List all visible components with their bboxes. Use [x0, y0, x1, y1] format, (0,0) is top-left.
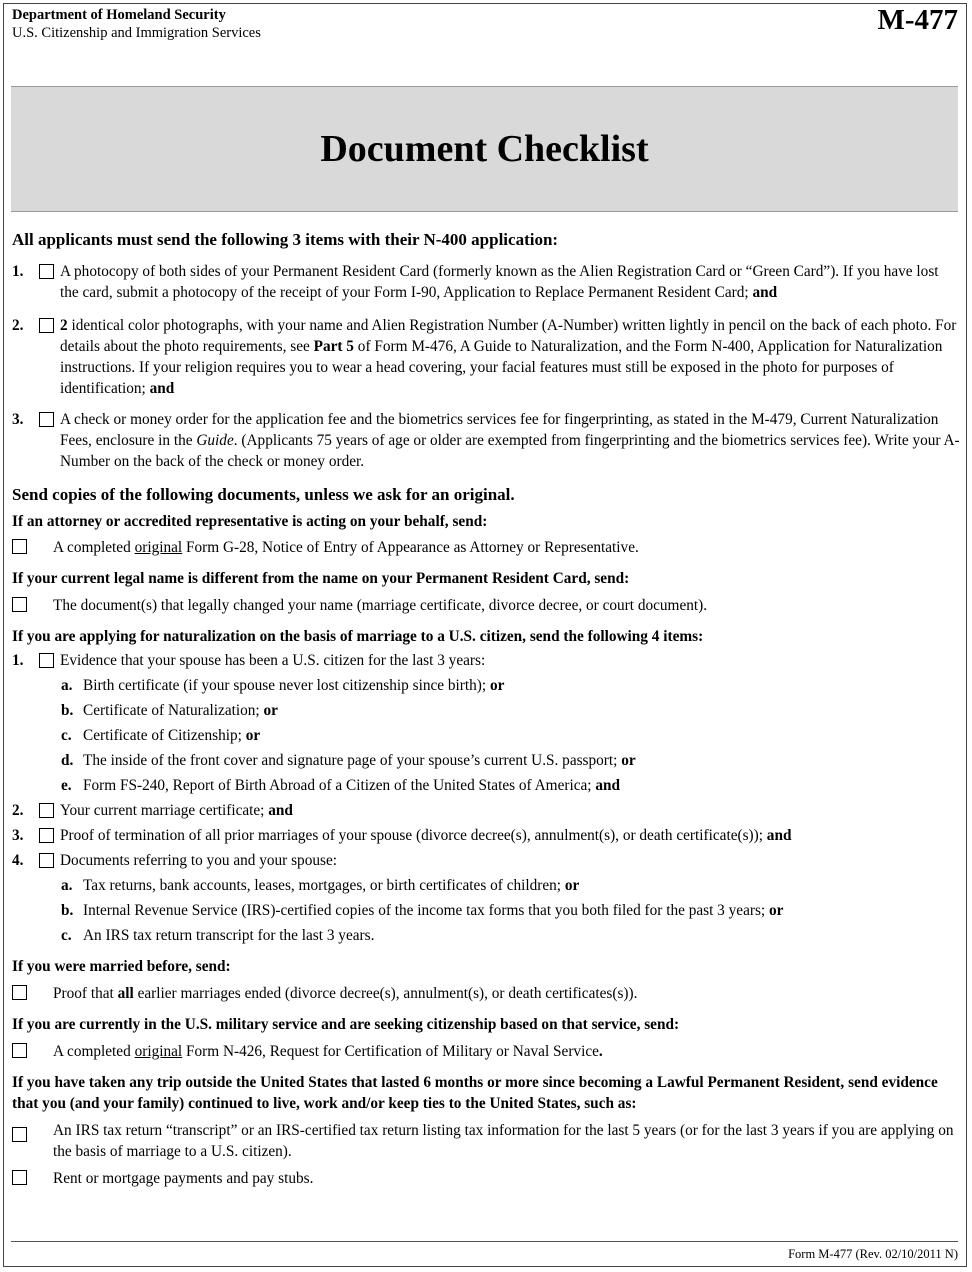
item-text: 2 identical color photographs, with your name and Alien Registration Number (A-Number) written lightly in pencil on the back of each photo. For details about the photo requirements, see Part 5 of Form M-476, A Guide to Naturalization, and the Form N-400, Application for Naturalization instructions. If your religion requires you to wear a head covering, your facial features must still be exposed in the photo for purposes of identification; and: [60, 317, 957, 397]
sub-item: d. The inside of the front cover and signature page of your spouse’s current U.S. passport; or: [61, 752, 636, 769]
married-before-heading: If you were married before, send:: [12, 958, 231, 975]
all-applicants-heading: All applicants must send the following 3 items with their N-400 application:: [12, 230, 559, 249]
sub-item: e. Form FS-240, Report of Birth Abroad of a Citizen of the United States of America; and: [61, 777, 621, 794]
agency-block: [12, 6, 261, 42]
checkbox[interactable]: [12, 1127, 27, 1142]
married-before-item: [12, 983, 960, 1004]
all-item-2: [12, 315, 960, 399]
sub-item: b. Internal Revenue Service (IRS)-certified copies of the income tax forms that you both filed for the past 3 years; or: [61, 902, 784, 919]
checkbox[interactable]: [12, 539, 27, 554]
item-text: A completed original Form G-28, Notice of Entry of Appearance as Attorney or Representative.: [53, 539, 639, 556]
item-text: The document(s) that legally changed your name (marriage certificate, divorce decree, or court document).: [53, 597, 708, 614]
sub-item: a. Birth certificate (if your spouse never lost citizenship since birth); or: [61, 677, 505, 694]
checkbox[interactable]: [39, 318, 54, 333]
checkbox[interactable]: [39, 412, 54, 427]
subagency-name: U.S. Citizenship and Immigration Services: [12, 25, 261, 41]
military-item: [12, 1041, 960, 1062]
marriage-item-1: [12, 650, 960, 671]
agency-name: Department of Homeland Security: [12, 7, 226, 23]
item-text: An IRS tax return “transcript” or an IRS-certified tax return listing tax information for the last 5 years (or for the last 3 years if you are applying on the basis of marriage to a U.S. citizen).: [53, 1122, 954, 1160]
sub-item: c. An IRS tax return transcript for the last 3 years.: [61, 927, 375, 944]
attorney-item: [12, 537, 960, 558]
name-change-heading: If your current legal name is different from the name on your Permanent Resident Card, send:: [12, 570, 630, 587]
item-number: 1.: [12, 263, 24, 280]
item-number: 3.: [12, 827, 24, 844]
checkbox[interactable]: [39, 828, 54, 843]
trips-item-1: [12, 1120, 960, 1162]
attorney-heading: If an attorney or accredited representative is acting on your behalf, send:: [12, 513, 488, 530]
item-text: Documents referring to you and your spouse:: [60, 852, 337, 869]
marriage-item-4: [12, 850, 960, 871]
sub-item: b. Certificate of Naturalization; or: [61, 702, 278, 719]
item-text: Rent or mortgage payments and pay stubs.: [53, 1170, 314, 1187]
item-text: Evidence that your spouse has been a U.S. citizen for the last 3 years:: [60, 652, 486, 669]
marriage-item-3: [12, 825, 960, 846]
item-text: Proof that all earlier marriages ended (divorce decree(s), annulment(s), or death certificates(s)).: [53, 985, 638, 1002]
checkbox[interactable]: [12, 1043, 27, 1058]
sub-item: c. Certificate of Citizenship; or: [61, 727, 261, 744]
checkbox[interactable]: [12, 1170, 27, 1185]
item-text: Your current marriage certificate; and: [60, 802, 293, 819]
checkbox[interactable]: [12, 597, 27, 612]
checkbox[interactable]: [39, 803, 54, 818]
military-heading: If you are currently in the U.S. military service and are seeking citizenship based on that service, send:: [12, 1016, 680, 1033]
checkbox[interactable]: [12, 985, 27, 1000]
form-number: M-477: [877, 4, 958, 36]
title-band: [11, 86, 958, 212]
item-text: Proof of termination of all prior marriages of your spouse (divorce decree(s), annulment(s), or death certificate(s)); and: [60, 827, 792, 844]
item-text: A check or money order for the application fee and the biometrics services fee for fingerprinting, as stated in the M-479, Current Naturalization Fees, enclosure in the Guide. (Applicants 75 years of age or older are exempted from fingerprinting and the biometrics services fee). Write your A-Number on the back of the check or money order.: [60, 411, 960, 470]
item-text: A photocopy of both sides of your Permanent Resident Card (formerly known as the Alien Registration Card or “Green Card”). If you have lost the card, submit a photocopy of the receipt of your Form I-90, Application to Replace Permanent Resident Card; and: [60, 263, 939, 301]
trips-heading: If you have taken any trip outside the United States that lasted 6 months or more since becoming a Lawful Permanent Resident, send evidence that you (and your family) continued to live, work and/or keep ties to the United States, such as:: [12, 1074, 938, 1112]
item-number: 1.: [12, 652, 24, 669]
footer-rule: [11, 1241, 958, 1242]
trips-item-2: [12, 1168, 960, 1189]
checklist-content: [12, 229, 960, 1189]
item-number: 2.: [12, 317, 24, 334]
all-item-3: [12, 409, 960, 472]
checkbox[interactable]: [39, 264, 54, 279]
checkbox[interactable]: [39, 653, 54, 668]
page-title: Document Checklist: [320, 128, 649, 170]
all-item-1: [12, 261, 960, 303]
item-number: 4.: [12, 852, 24, 869]
marriage-heading: If you are applying for naturalization on the basis of marriage to a U.S. citizen, send the following 4 items:: [12, 628, 704, 645]
marriage-item-2: [12, 800, 960, 821]
name-change-item: [12, 595, 960, 616]
sub-item: a. Tax returns, bank accounts, leases, mortgages, or birth certificates of children; or: [61, 877, 580, 894]
item-number: 2.: [12, 802, 24, 819]
checkbox[interactable]: [39, 853, 54, 868]
item-number: 3.: [12, 411, 24, 428]
form-revision: Form M-477 (Rev. 02/10/2011 N): [788, 1247, 958, 1261]
item-text: A completed original Form N-426, Request for Certification of Military or Naval Service.: [53, 1043, 603, 1060]
copies-heading: Send copies of the following documents, unless we ask for an original.: [12, 485, 515, 504]
